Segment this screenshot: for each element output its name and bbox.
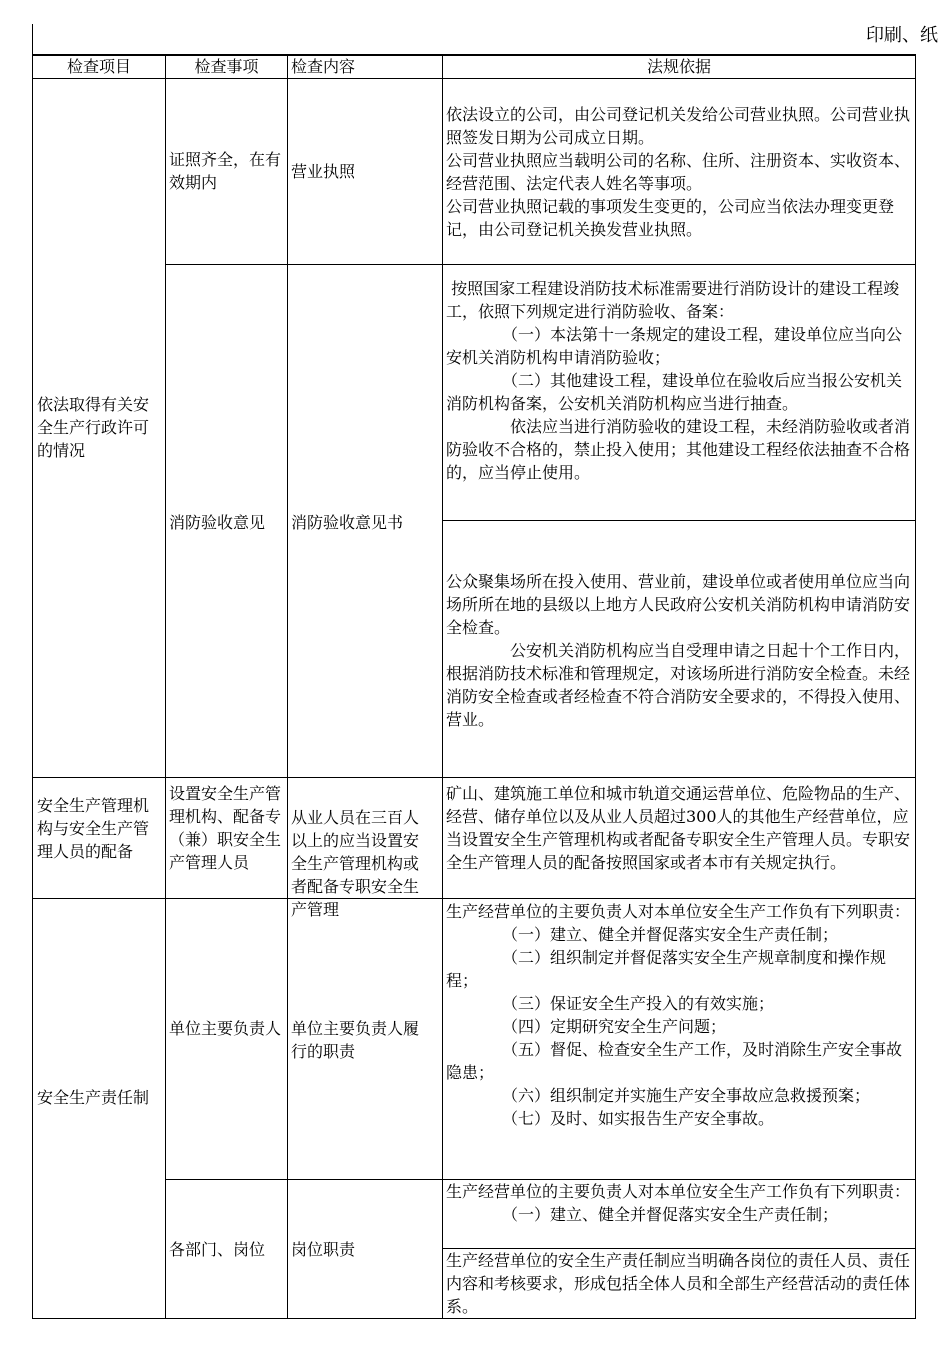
license-content: 营业执照 bbox=[291, 162, 356, 181]
head-content: 单位主要负责人履行的职责 bbox=[291, 1019, 420, 1061]
row-divider-fire-basis bbox=[442, 520, 916, 521]
dept-basis-responsibility: 生产经营单位的安全生产责任制应当明确各岗位的责任人员、责任内容和考核要求，形成包括全体人员和全部生产经营活动的责任体系。 bbox=[446, 1251, 911, 1316]
section-3-item: 安全生产责任制 bbox=[37, 1088, 150, 1107]
column-divider-2 bbox=[287, 54, 288, 1319]
management-matter: 设置安全生产管理机构、配备专（兼）职安全生产管理人员 bbox=[169, 784, 282, 872]
head-matter: 单位主要负责人 bbox=[169, 1019, 282, 1038]
license-basis: 依法设立的公司，由公司登记机关发给公司营业执照。公司营业执照签发日期为公司成立日期。 公司营业执照应当载明公司的名称、住所、注册资本、实收资本、经营范围、法定代表人姓名等事项。 公司营业执照记载的事项发生变更的，公司应当依法办理变更登记，由公司登记机关换发营业执照。 bbox=[446, 105, 911, 239]
table-border-bottom bbox=[32, 1318, 916, 1319]
header-check-matter: 检查事项 bbox=[194, 57, 259, 76]
page-title: 印刷、纸 bbox=[866, 25, 938, 46]
fire-matter: 消防验收意见 bbox=[169, 513, 266, 532]
column-divider-3 bbox=[442, 54, 443, 1319]
header-legal-basis: 法规依据 bbox=[646, 57, 711, 76]
dept-content: 岗位职责 bbox=[291, 1240, 356, 1259]
header-check-content: 检查内容 bbox=[291, 57, 356, 76]
row-divider-section-3 bbox=[32, 898, 916, 899]
section-2-item: 安全生产管理机构与安全生产管理人员的配备 bbox=[37, 796, 150, 861]
header-check-item: 检查项目 bbox=[66, 57, 131, 76]
management-content: 从业人员在三百人以上的应当设置安全生产管理机构或者配备专职安全生产管理 bbox=[291, 808, 420, 919]
fire-basis-acceptance: 按照国家工程建设消防技术标准需要进行消防设计的建设工程竣工，依照下列规定进行消防验收、备案： （一）本法第十一条规定的建设工程，建设单位应当向公安机关消防机构申请消防验收； （二）其他建设工程，建设单位在验收后应当报公安机关消防机构备案，公安机关消防机构应当进行抽查。 依法应当进行消防验收的建设工程，未经消防验收或者消防验收不合格的，禁止投入使用；其他建设工程经依法抽查不合格的，应当停止使用。 bbox=[446, 279, 911, 482]
dept-matter: 各部门、岗位 bbox=[169, 1240, 266, 1259]
header-bottom-line bbox=[32, 78, 916, 79]
row-divider-license bbox=[165, 264, 916, 265]
row-divider-section-2 bbox=[32, 777, 916, 778]
fire-content: 消防验收意见书 bbox=[291, 513, 404, 532]
license-matter: 证照齐全，在有效期内 bbox=[169, 150, 282, 192]
head-basis: 生产经营单位的主要负责人对本单位安全生产工作负有下列职责： （一）建立、健全并督促落实安全生产责任制； （二）组织制定并督促落实安全生产规章制度和操作规程； （三）保证安全生产投入的有效实施； （四）定期研究安全生产问题； （五）督促、检查安全生产工作，及时消除生产安全事故隐患； （六）组织制定并实施生产安全事故应急救援预案； （七）及时、如实报告生产安全事故。 bbox=[446, 902, 911, 1128]
column-divider-1 bbox=[165, 54, 166, 1319]
fire-basis-inspection: 公众聚集场所在投入使用、营业前，建设单位或者使用单位应当向场所所在地的县级以上地方人民政府公安机关消防机构申请消防安全检查。 公安机关消防机构应当自受理申请之日起十个工作日内，根据消防技术标准和管理规定，对该场所进行消防安全检查。未经消防安全检查或者经检查不符合消防安全要求的，不得投入使用、营业。 bbox=[446, 572, 911, 729]
management-basis: 矿山、建筑施工单位和城市轨道交通运营单位、危险物品的生产、经营、储存单位以及从业人员超过300人的其他生产经营单位，应当设置安全生产管理机构或者配备专职安全生产管理人员。专职安全生产管理人员的配备按照国家或者本市有关规定执行。 bbox=[446, 784, 911, 872]
table-border-left bbox=[32, 24, 33, 1319]
dept-basis-duties: 生产经营单位的主要负责人对本单位安全生产工作负有下列职责： （一）建立、健全并督促落实安全生产责任制； bbox=[446, 1182, 911, 1224]
section-1-item: 依法取得有关安全生产行政许可的情况 bbox=[37, 395, 150, 460]
